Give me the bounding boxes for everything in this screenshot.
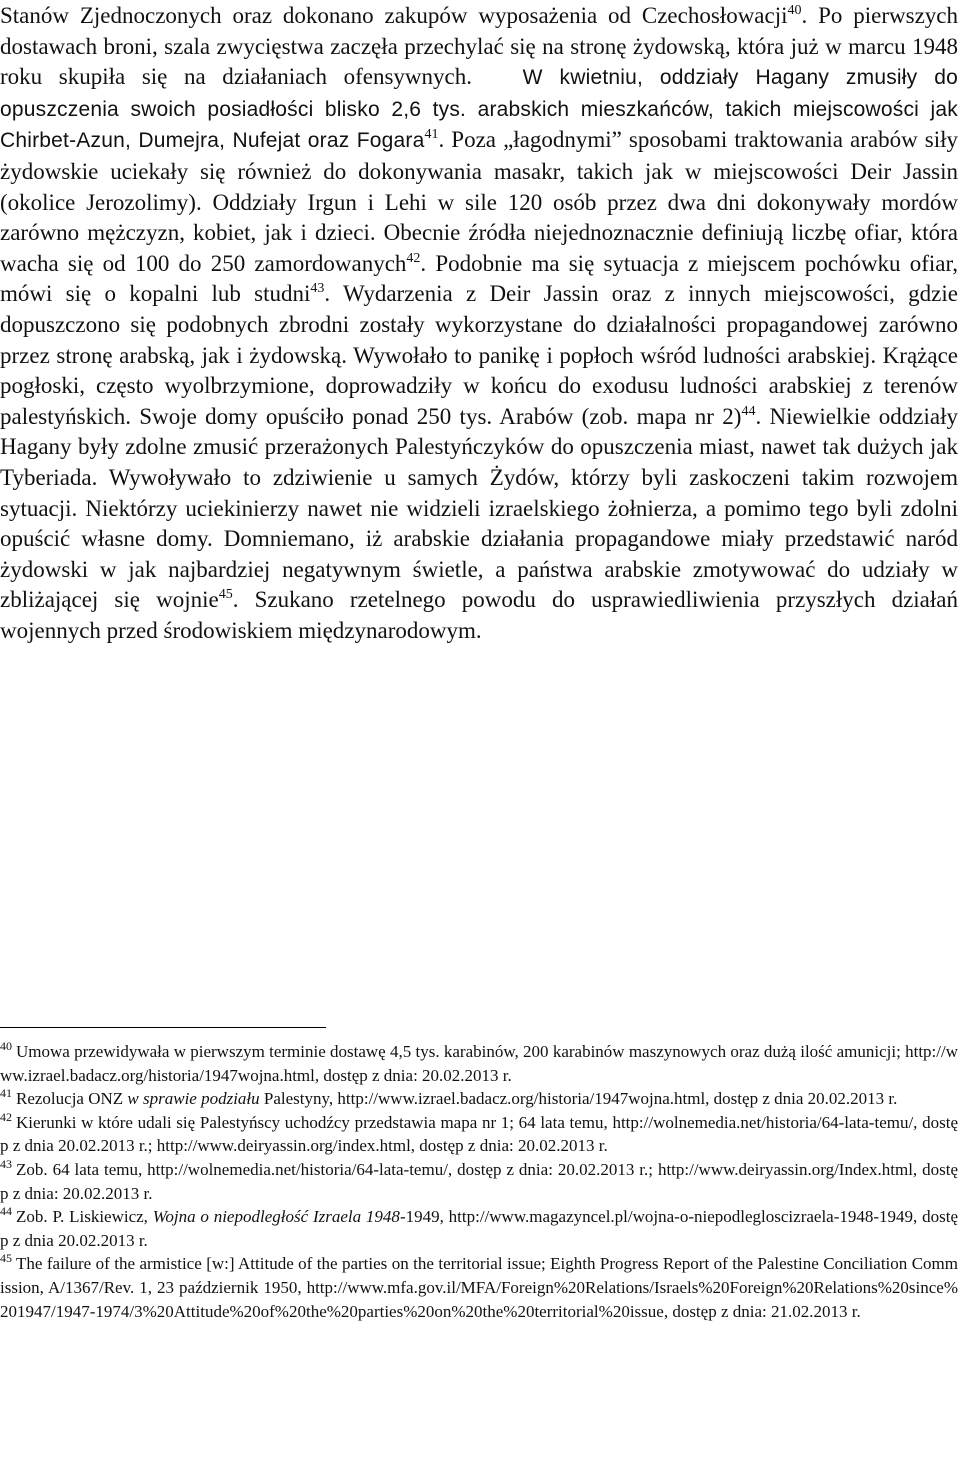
paragraph-sentence-8: . Szukano rzetelnego powodu do usprawiedliwienia przyszłych działań wojennych przed środowiskiem międzynarodowym. <box>0 587 958 643</box>
footnote-separator <box>0 1027 326 1028</box>
paragraph-sentence-7: . Niewielkie oddziały Hagany były zdolne zmusić przerażonych Palestyńczyków do opuszczenia miast, nawet tak dużych jak Tyberiada. Wywoływało to zdziwienie u samych Żydów, którzy byli zaskoczeni takim rozwojem sytuacji. Niektórzy uciekinierzy nawet nie widzieli izraelskiego żołnierza, a pomimo tego byli zdolni opuścić własne domy. Domniemano, iż arabskie działania propagandowe miały przedstawić naród żydowski w jak najbardziej negatywnym świetle, a państwa arabskie zmotywować do udziały w zbliżającej się wojnie <box>0 403 958 613</box>
paragraph-sentence-6: . Wydarzenia z Deir Jassin oraz z innych miejscowości, gdzie dopuszczono się podobnych zbrodni zostały wykorzystane do działalności propagandowej zarówno przez stronę arabską, jak i żydowską. Wywołało to panikę i popłoch wśród ludności arabskiej. Krążące pogłoski, często wyolbrzymione, doprowadziły w końcu do exodusu ludności arabskiej z terenów palestyńskich. Swoje domy opuściło ponad 250 tys. Arabów (zob. mapa nr 2) <box>0 281 958 429</box>
footnote-number: 42 <box>0 1109 12 1124</box>
footnote-ref-45[interactable]: 45 <box>218 587 233 603</box>
footnote-ref-43[interactable]: 43 <box>310 281 325 297</box>
footnote-44 <box>0 1205 958 1252</box>
paragraph-sentence-2: . Po pierwszych dostawach broni, szala zwycięstwa zaczęła przechylać się na stronę żydowską, która już w marcu 1948 roku skupiła się na działaniach ofensywnych. <box>0 3 958 90</box>
footnote-number: 44 <box>0 1204 12 1219</box>
footnote-number: 45 <box>0 1251 12 1266</box>
footnote-40 <box>0 1040 958 1087</box>
footnote-text: The failure of the armistice [w:] Attitude of the parties on the territorial issue; Eighth Progress Report of the Palestine Conciliation Commission, A/1367/Rev. 1, 23 październik 1950, http://www.mfa.gov.il/MFA/Foreign%20Relations/Israels%20Foreign%20Relations%20since%201947/1947-1974/3%20Attitude%20of%20the%20parties%20on%20the%20territorial%20issue, dostęp z dnia: 21.02.2013 r. <box>0 1254 958 1321</box>
footnote-number: 43 <box>0 1156 12 1171</box>
footnote-ref-40[interactable]: 40 <box>787 3 802 18</box>
footnote-text: Palestyny, http://www.izrael.badacz.org/historia/1947wojna.html, dostęp z dnia 20.02.2013 r. <box>259 1089 898 1109</box>
footnote-42 <box>0 1111 958 1158</box>
footnote-ref-42[interactable]: 42 <box>406 250 421 266</box>
paragraph-sentence-1: Stanów Zjednoczonych oraz dokonano zakupów wyposażenia od Czechosłowacji <box>0 3 788 28</box>
footnotes <box>0 1040 958 1323</box>
paragraph-sentence-5: . Podobnie ma się sytuacja z miejscem pochówku ofiar, mówi się o kopalni lub studni <box>0 250 958 307</box>
footnote-italic-title: Wojna o niepodległość Izraela 1948 <box>152 1207 400 1227</box>
footnote-text: Rezolucja ONZ <box>16 1089 128 1109</box>
footnote-41 <box>0 1087 958 1111</box>
footnote-ref-44[interactable]: 44 <box>741 403 756 419</box>
footnote-number: 40 <box>0 1039 12 1053</box>
footnote-ref-41[interactable]: 41 <box>424 127 439 143</box>
footnote-text: Zob. 64 lata temu, http://wolnemedia.net/historia/64-lata-temu/, dostęp z dnia: 20.02.2013 r.; http://www.deiryassin.org/Index.html, dostęp z dnia: 20.02.2013 r. <box>0 1159 958 1203</box>
paragraph-sentence-3: W kwietniu, oddziały Hagany zmusiły do opuszczenia swoich posiadłości blisko 2,6 tys. arabskich mieszkańców, takich miejscowości jak Chirbet-Azun, Dumejra, Nufejat oraz Fogara <box>0 66 958 153</box>
footnote-text: Kierunki w które udali się Palestyńscy uchodźcy przedstawia mapa nr 1; 64 lata temu, http://wolnemedia.net/historia/64-lata-temu/, dostęp z dnia 20.02.2013 r.; http://www.deiryassin.org/index.html, dostęp z dnia: 20.02.2013 r. <box>0 1112 958 1156</box>
footnote-italic-title: w sprawie podziału <box>127 1089 260 1109</box>
footnote-text: -1949, http://www.magazyncel.pl/wojna-o-niepodlegloscizraela-1948-1949, dostęp z dnia 20.02.2013 r. <box>0 1207 958 1250</box>
footnote-text: Umowa przewidywała w pierwszym terminie dostawę 4,5 tys. karabinów, 200 karabinów maszynowych oraz dużą ilość amunicji; http://www.izrael.badacz.org/historia/1947wojna.html, dostęp z dnia: 20.02.2013 r. <box>0 1042 958 1085</box>
footnote-text: Zob. P. Liskiewicz, <box>16 1207 153 1227</box>
footnote-43 <box>0 1158 958 1205</box>
main-paragraph <box>0 0 958 646</box>
paragraph-sentence-4: . Poza „łagodnymi” sposobami traktowania arabów siły żydowskie uciekały się również do dokonywania masakr, takich jak w miejscowości Deir Jassin (okolice Jerozolimy). Oddziały Irgun i Lehi w sile 120 osób przez dwa dni dokonywały mordów zarówno mężczyzn, kobiet, jak i dzieci. Obecnie źródła niejednoznacznie definiują liczbę ofiar, która wacha się od 100 do 250 zamordowanych <box>0 127 958 276</box>
footnote-number: 41 <box>0 1086 12 1101</box>
footnote-45 <box>0 1252 958 1323</box>
